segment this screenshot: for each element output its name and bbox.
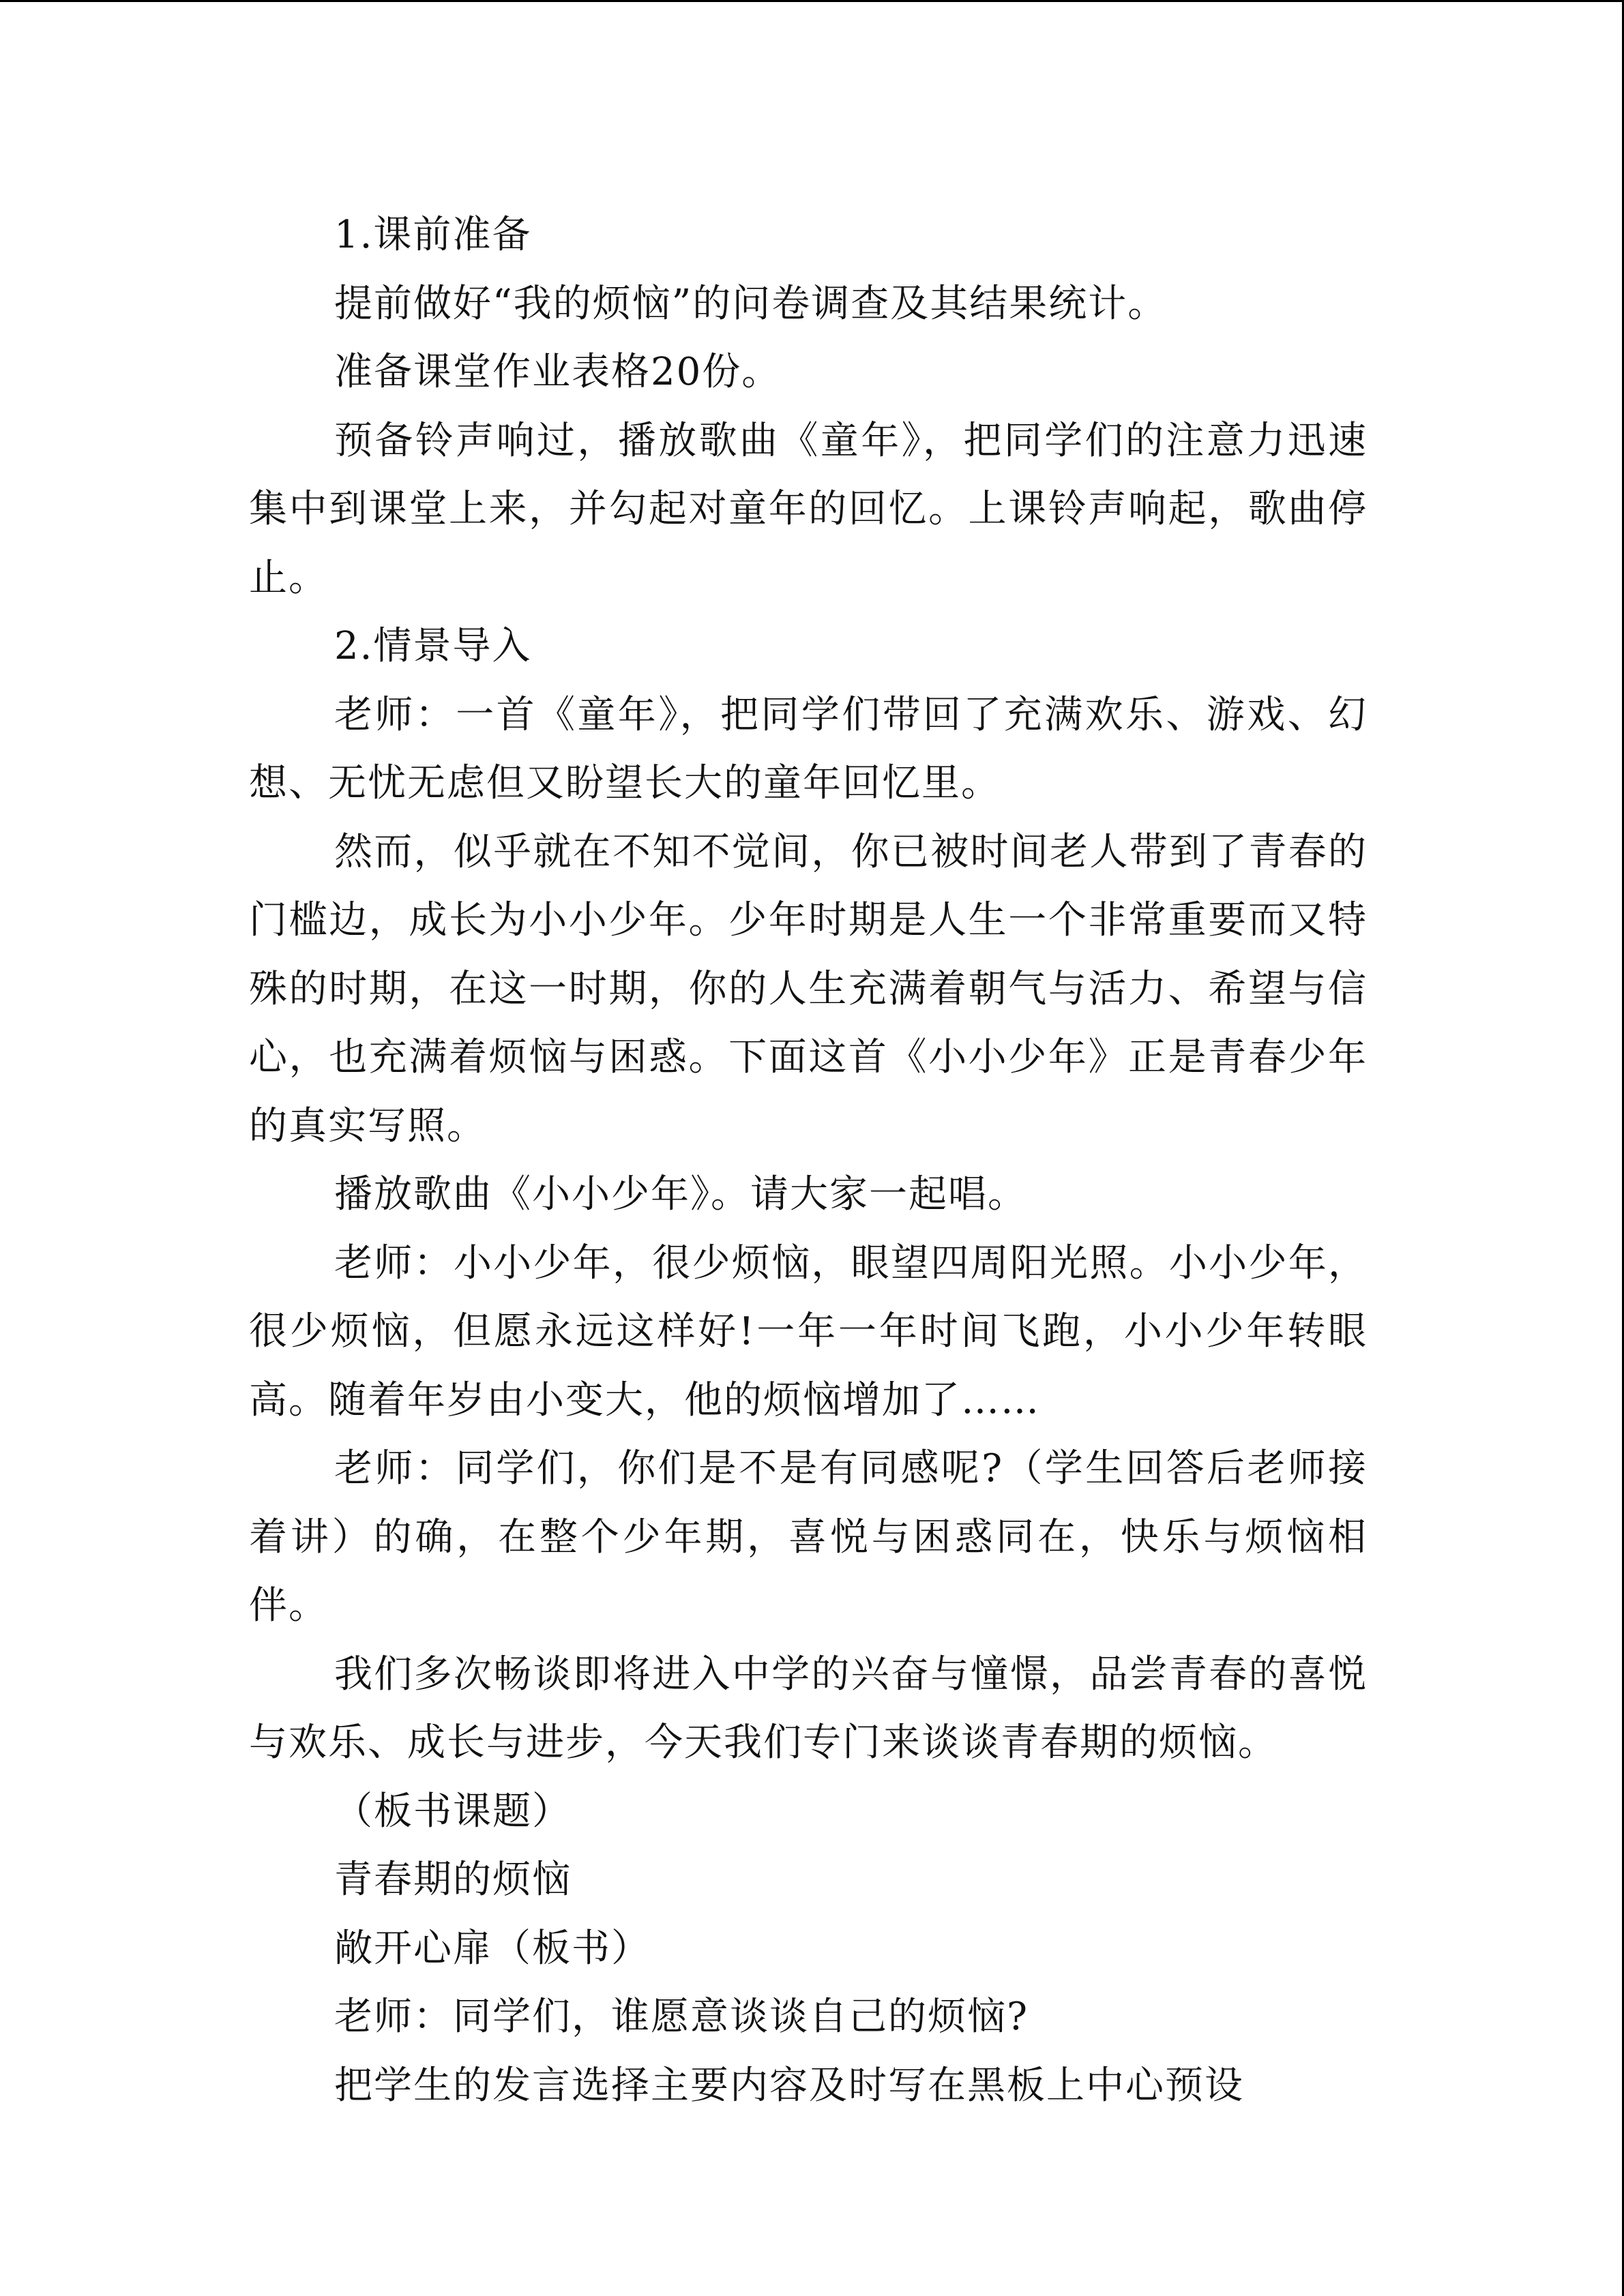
- paragraph-teacher-childhood: 老师：一首《童年》，把同学们带回了充满欢乐、游戏、幻想、无忧无虑但又盼望长大的童年回忆里。: [249, 692, 1368, 805]
- paragraph-board-title-note: （板书课题）: [334, 1789, 572, 1834]
- paragraph-bell-song: 预备铃声响过，播放歌曲《童年》，把同学们的注意力迅速集中到课堂上来，并勾起对童年的回忆。上课铃声响起，歌曲停止。: [249, 418, 1368, 600]
- paragraph-talk-worries: 我们多次畅谈即将进入中学的兴奋与憧憬，品尝青春的喜悦与欢乐、成长与进步，今天我们专门来谈谈青春期的烦恼。: [249, 1652, 1368, 1765]
- paragraph-worksheet: 准备课堂作业表格20份。: [334, 350, 782, 394]
- paragraph-blackboard-notes: 把学生的发言选择主要内容及时写在黑板上中心预设: [334, 2063, 1244, 2108]
- paragraph-lesson-title: 青春期的烦恼: [334, 1858, 572, 1902]
- paragraph-song-lyrics: 老师：小小少年，很少烦恼，眼望四周阳光照。小小少年，很少烦恼，但愿永远这样好!一年一年时间飞跑，小小少年转眼高。随着年岁由小变大，他的烦恼增加了……: [249, 1240, 1368, 1422]
- paragraph-youth-period: 然而，似乎就在不知不觉间，你已被时间老人带到了青春的门槛边，成长为小小少年。少年时期是人生一个非常重要而又特殊的时期，在这一时期，你的人生充满着朝气与活力、希望与信心，也充满着烦恼与困惑。下面这首《小小少年》正是青春少年的真实写照。: [249, 829, 1368, 1148]
- page-top-border: [0, 0, 1624, 2]
- document-page: [249, 201, 1368, 2120]
- paragraph-open-heart: 敞开心扉（板书）: [334, 1926, 651, 1971]
- paragraph-teacher-question: 老师：同学们，你们是不是有同感呢?（学生回答后老师接着讲）的确，在整个少年期，喜悦与困惑同在，快乐与烦恼相伴。: [249, 1446, 1368, 1628]
- paragraph-teacher-ask: 老师：同学们，谁愿意谈谈自己的烦恼?: [334, 1995, 1029, 2039]
- paragraph-questionnaire: 提前做好“我的烦恼”的问卷调查及其结果统计。: [334, 281, 1168, 326]
- heading-scene-intro: 2.情景导入: [334, 624, 532, 668]
- paragraph-play-song: 播放歌曲《小小少年》。请大家一起唱。: [334, 1172, 1027, 1217]
- heading-preparation: 1.课前准备: [334, 213, 532, 257]
